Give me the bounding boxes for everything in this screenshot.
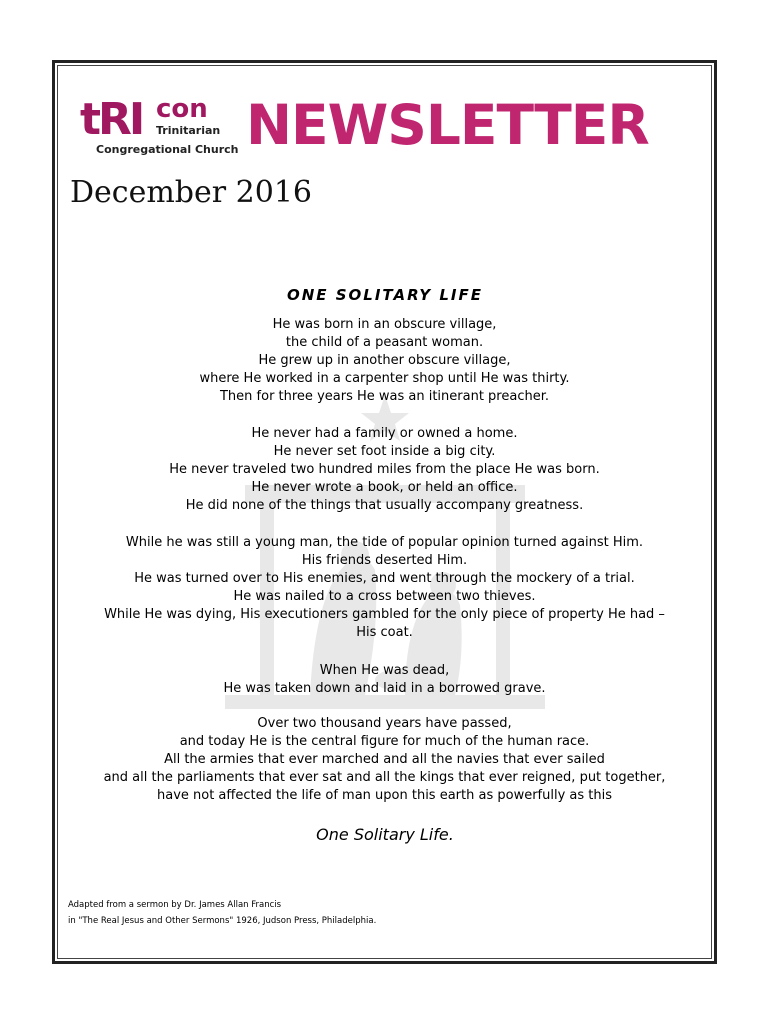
poem-line: He was nailed to a cross between two thieves.: [233, 589, 536, 604]
poem-stanza-5: [57, 715, 712, 805]
poem-line: have not affected the life of man upon this earth as powerfully as this: [156, 788, 613, 803]
poem-line: He did none of the things that usually accompany greatness.: [185, 498, 584, 513]
poem-line: He never traveled two hundred miles from the place He was born.: [169, 462, 600, 477]
poem-line: where He worked in a carpenter shop until He was thirty.: [199, 371, 570, 386]
poem-line: and today He is the central figure for much of the human race.: [179, 734, 590, 749]
source-credit: [68, 897, 376, 929]
poem-line: When He was dead,: [319, 663, 450, 678]
newsletter-title: NEWSLETTER: [246, 93, 649, 157]
poem-stanza-1: [57, 316, 712, 406]
poem-line: Over two thousand years have passed,: [257, 716, 512, 731]
poem-line: He never had a family or owned a home.: [251, 426, 518, 441]
poem-line: While He was dying, His executioners gambled for the only piece of property He had –: [104, 607, 665, 622]
poem-line: He was turned over to His enemies, and went through the mockery of a trial.: [134, 571, 635, 586]
logo-church-name-line2: Congregational Church: [96, 143, 239, 156]
issue-date: December 2016: [70, 175, 312, 210]
credit-line-2: in "The Real Jesus and Other Sermons" 1926, Judson Press, Philadelphia.: [68, 916, 377, 926]
poem-closing-line: One Solitary Life.: [316, 825, 454, 844]
poem-line: He grew up in another obscure village,: [258, 353, 511, 368]
poem-line: the child of a peasant woman.: [285, 335, 484, 350]
poem-line: and all the parliaments that ever sat and all the kings that ever reigned, put together,: [103, 770, 666, 785]
logo-church-name-line1: Trinitarian: [156, 124, 221, 137]
logo-mark-tri: tRI: [80, 94, 143, 145]
poem-stanza-2: [57, 425, 712, 515]
poem-line: He never wrote a book, or held an office.: [251, 480, 518, 495]
poem-title: ONE SOLITARY LIFE: [286, 286, 484, 304]
poem-line: He was born in an obscure village,: [272, 317, 497, 332]
poem-line: He was taken down and laid in a borrowed grave.: [223, 681, 546, 696]
church-logo: [80, 94, 239, 160]
poem-line: All the armies that ever marched and all the navies that ever sailed: [164, 752, 605, 767]
poem-stanza-4: [57, 662, 712, 698]
poem-stanza-3: [57, 534, 712, 642]
poem-line: He never set foot inside a big city.: [273, 444, 496, 459]
logo-mark-con: con: [156, 94, 208, 124]
poem-line: His friends deserted Him.: [301, 553, 468, 568]
poem-line: While he was still a young man, the tide of popular opinion turned against Him.: [125, 535, 644, 550]
credit-line-1: Adapted from a sermon by Dr. James Allan Francis: [68, 900, 282, 910]
poem-line: His coat.: [356, 625, 413, 640]
poem-line: Then for three years He was an itinerant preacher.: [219, 389, 550, 404]
